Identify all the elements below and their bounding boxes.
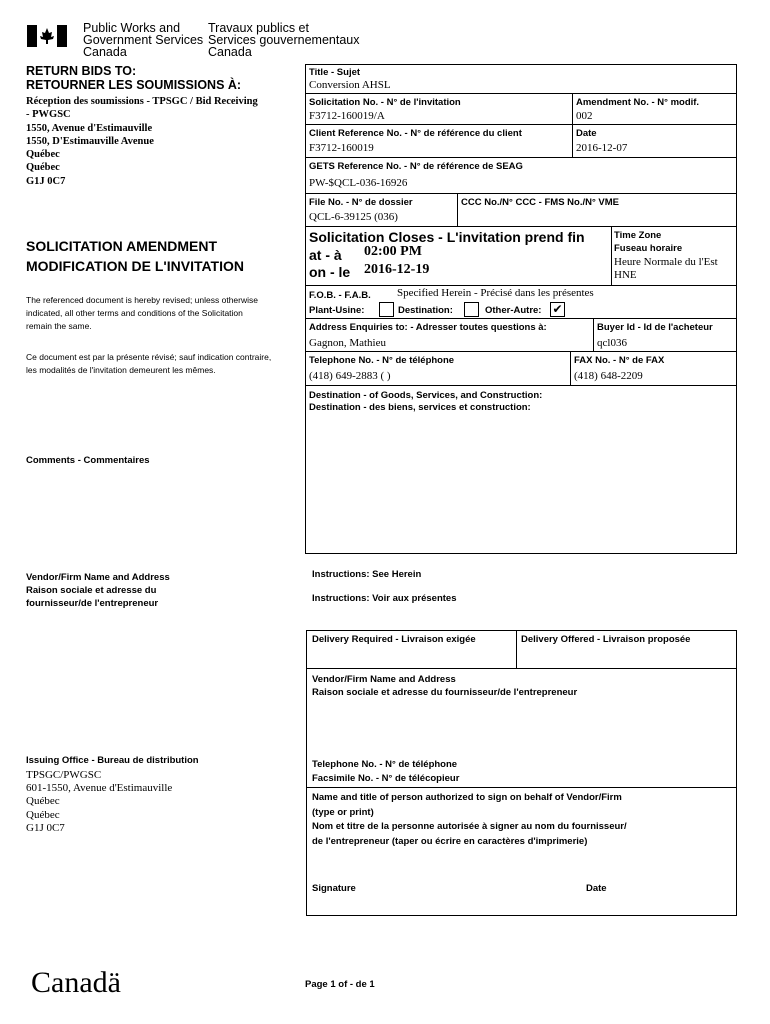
address-line: Québec (26, 795, 60, 808)
vendor-name-label (312, 673, 577, 699)
address-line: - PWGSC (26, 109, 71, 121)
return-bids-title (26, 64, 241, 92)
comments-label: Comments - Commentaires (26, 455, 150, 466)
authorized-person-label (312, 791, 627, 849)
department-line: Government Services (83, 33, 204, 47)
issuing-office-label: Issuing Office - Bureau de distribution (26, 755, 199, 766)
closing-time-value: 02:00 PM (364, 244, 422, 259)
label-line: Destination - des biens, services et construction: (309, 402, 531, 413)
gets-ref-label: GETS Reference No. - N° de référence de SEAG (309, 161, 523, 172)
address-line: 1550, Avenue d'Estimauville (26, 122, 153, 134)
time-zone-value (614, 256, 718, 282)
solicitation-closes-label: Solicitation Closes - L'invitation prend fin (309, 229, 585, 245)
value-line: HNE (614, 269, 637, 281)
text-line: Ce document est par la présente révisé; sauf indication contraire, (26, 352, 272, 362)
address-line: TPSGC/PWGSC (26, 769, 102, 781)
label-line: Vendor/Firm Name and Address (26, 572, 170, 583)
file-no-label: File No. - N° de dossier (309, 197, 413, 208)
canada-wordmark: Canadä (31, 966, 121, 999)
vendor-fax-label: Facsimile No. - N° de télécopieur (312, 773, 460, 784)
label-line: Raison sociale et adresse du (26, 585, 157, 596)
return-bids-address (26, 95, 258, 188)
department-line: Services gouvernementaux (208, 33, 360, 47)
telephone-label: Telephone No. - N° de téléphone (309, 355, 455, 366)
page-number: Page 1 of - de 1 (305, 979, 375, 990)
closes-at-label: at - à (309, 247, 342, 263)
address-line: 1550, D'Estimauville Avenue (26, 135, 154, 147)
text-line: The referenced document is hereby revised; unless otherwise (26, 295, 258, 305)
address-line: G1J 0C7 (26, 821, 65, 834)
address-line: Québec (26, 808, 60, 821)
closes-on-label: on - le (309, 264, 351, 280)
buyer-id-value: qcl036 (597, 337, 627, 349)
other-autre-label: Other-Autre: (485, 305, 542, 316)
department-name-en (83, 22, 203, 58)
vendor-left-label (26, 571, 170, 610)
solicitation-no-label: Solicitation No. - N° de l'invitation (309, 97, 461, 108)
client-ref-value: F3712-160019 (309, 142, 374, 154)
telephone-value: (418) 649-2883 ( ) (309, 370, 391, 382)
file-no-value: QCL-6-39125 (036) (309, 211, 398, 223)
label-line: Nom et titre de la personne autorisée à signer au nom du fournisseur/ (312, 821, 627, 832)
address-line: G1J 0C7 (26, 175, 66, 187)
date-value: 2016-12-07 (576, 142, 628, 154)
fob-label: F.O.B. - F.A.B. (309, 290, 371, 301)
signature-date-label: Date (586, 883, 607, 894)
department-line: Travaux publics et (208, 21, 309, 35)
instructions-fr: Instructions: Voir aux présentes (312, 593, 457, 604)
amendment-text-en (26, 294, 258, 333)
label-line: (type or print) (312, 806, 374, 818)
amendment-no-label: Amendment No. - N° modif. (576, 97, 700, 108)
address-line: Québec (26, 162, 60, 174)
buyer-id-label: Buyer Id - Id de l'acheteur (597, 322, 713, 333)
amendment-title-fr: MODIFICATION DE L'INVITATION (26, 258, 244, 274)
client-ref-label: Client Reference No. - N° de référence du client (309, 128, 522, 139)
label-line: Raison sociale et adresse du fournisseur/de l'entrepreneur (312, 687, 578, 698)
date-label: Date (576, 128, 597, 139)
text-line: les modalités de l'invitation demeurent les mêmes. (26, 365, 216, 375)
destination-checkbox[interactable] (464, 302, 479, 317)
address-enquiries-value: Gagnon, Mathieu (309, 337, 386, 349)
title-value: Conversion AHSL (309, 79, 391, 91)
label-line: Name and title of person authorized to sign on behalf of Vendor/Firm (312, 792, 622, 803)
plant-usine-label: Plant-Usine: (309, 305, 365, 316)
department-line: Public Works and (83, 21, 181, 35)
destination-label: Destination: (398, 305, 453, 316)
text-line: remain the same. (26, 321, 92, 331)
signature-label: Signature (312, 883, 356, 894)
label-line: fournisseur/de l'entrepreneur (26, 598, 159, 609)
destination-goods-label (309, 390, 542, 414)
closing-date-value: 2016-12-19 (364, 262, 430, 277)
return-bids-title-en: RETURN BIDS TO: (26, 64, 137, 78)
delivery-required-label: Delivery Required - Livraison exigée (312, 634, 476, 645)
department-line: Canada (208, 45, 252, 59)
gets-ref-value: PW-$QCL-036-16926 (309, 177, 408, 189)
amendment-no-value: 002 (576, 110, 593, 122)
text-line: indicated, all other terms and conditions of the Solicitation (26, 308, 243, 318)
label-line: Destination - of Goods, Services, and Construction: (309, 390, 543, 401)
solicitation-no-value: F3712-160019/A (309, 110, 385, 122)
vendor-telephone-label: Telephone No. - N° de téléphone (312, 759, 458, 770)
delivery-offered-label: Delivery Offered - Livraison proposée (521, 634, 691, 645)
government-flag-icon (27, 25, 67, 47)
fax-label: FAX No. - N° de FAX (574, 355, 665, 366)
other-autre-checkbox[interactable]: ✔ (550, 302, 565, 317)
amendment-title (26, 236, 244, 276)
address-enquiries-label: Address Enquiries to: - Adresser toutes questions à: (309, 322, 547, 333)
amendment-title-en: SOLICITATION AMENDMENT (26, 238, 218, 254)
fob-value: Specified Herein - Précisé dans les présentes (397, 287, 594, 299)
label-line: de l'entrepreneur (taper ou écrire en caractères d'imprimerie) (312, 835, 588, 847)
fax-value: (418) 648-2209 (574, 370, 643, 382)
amendment-text-fr (26, 351, 271, 377)
address-line: Réception des soumissions - TPSGC / Bid Receiving (26, 96, 258, 107)
time-zone-label (614, 229, 682, 255)
label-line: Vendor/Firm Name and Address (312, 674, 456, 685)
value-line: Heure Normale du l'Est (614, 256, 718, 268)
title-label: Title - Sujet (309, 67, 361, 78)
plant-usine-checkbox[interactable] (379, 302, 394, 317)
label-line: Fuseau horaire (614, 243, 683, 254)
department-line: Canada (83, 45, 127, 59)
label-line: Time Zone (614, 230, 662, 241)
ccc-no-label: CCC No./N° CCC - FMS No./N° VME (461, 197, 620, 208)
address-line: 601-1550, Avenue d'Estimauville (26, 782, 173, 795)
address-line: Québec (26, 149, 60, 161)
return-bids-title-fr: RETOURNER LES SOUMISSIONS À: (26, 78, 242, 92)
department-name-fr (208, 22, 359, 58)
issuing-office-address (26, 769, 172, 835)
instructions-en: Instructions: See Herein (312, 569, 422, 580)
